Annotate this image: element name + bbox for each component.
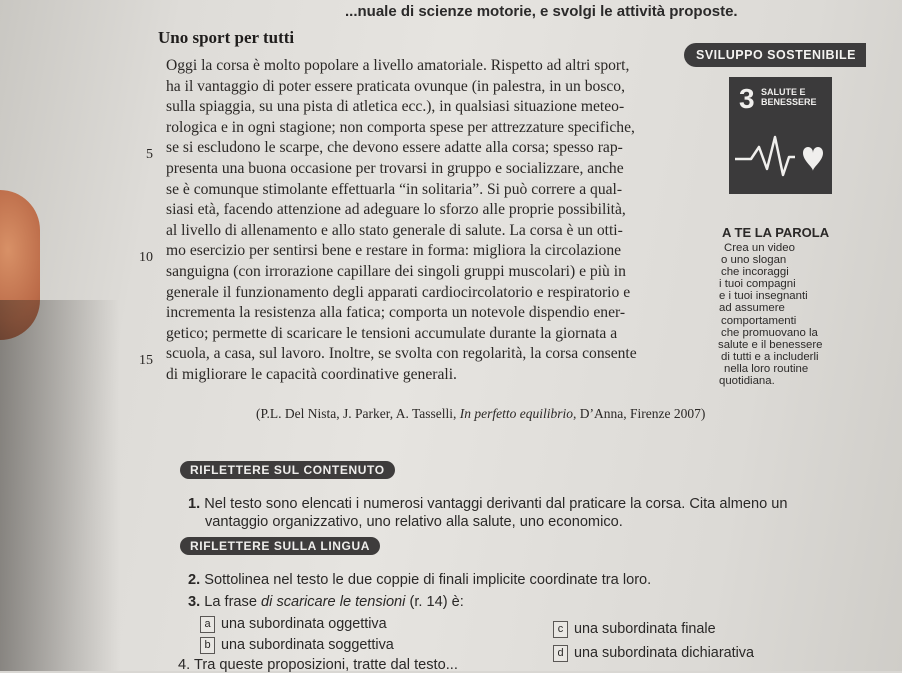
article-line: se si escludono le scarpe, che devono essere adatte alla corsa; spesso rap- [166, 139, 623, 157]
citation-authors: (P.L. Del Nista, J. Parker, A. Tasselli, [256, 406, 460, 421]
sidebar-line: nella loro routine [724, 362, 809, 375]
option-text: una subordinata soggettiva [221, 637, 394, 653]
option-letter: d [553, 645, 568, 662]
article-line: siasi età, facendo attenzione ad adeguare lo sforzo alle proprie possibilità, [166, 201, 626, 219]
line-number: 15 [139, 353, 153, 368]
article-line: se è comunque stimolante effettuarla “in solitaria”. Si può correre a qual- [166, 180, 623, 198]
article-line: al livello di allenamento e allo stato generale di salute. La corsa è un otti- [166, 221, 623, 239]
sdg-banner: SVILUPPO SOSTENIBILE [684, 43, 866, 67]
exercise-number: 3. [188, 594, 201, 610]
article-line: sulla spiaggia, su una pista di atletica ecc.), in qualsiasi situazione meteo- [166, 98, 625, 116]
exercise-4-partial: 4. Tra queste proposizioni, tratte dal testo... [178, 657, 458, 673]
sidebar-line: di tutti e a includerli [721, 350, 819, 363]
exercise-1-continued: vantaggio organizzativo, uno relativo alla salute, uno economico. [205, 514, 623, 530]
line-number: 5 [146, 147, 153, 162]
option-letter: a [200, 616, 215, 633]
heartbeat-heart-icon [733, 127, 828, 187]
section-heading-content: RIFLETTERE SUL CONTENUTO [180, 461, 395, 479]
option-b[interactable] [200, 637, 394, 654]
sdg-goal-label-line: BENESSERE [761, 97, 817, 107]
exercise-text: Nel testo sono elencati i numerosi vantaggi derivanti dal praticare la corsa. Cita almeno un [204, 496, 788, 512]
sdg-goal-number: 3 [739, 83, 755, 114]
article-line: scuola, a casa, sul lavoro. Inoltre, se svolta con regolarità, la corsa consente [166, 345, 637, 363]
article-line: sanguigna (con irrorazione capillare dei singoli gruppi muscolari) e più in [166, 262, 626, 280]
sidebar-text [718, 242, 848, 387]
sidebar-line: Crea un video [724, 242, 795, 254]
section-heading-language: RIFLETTERE SULLA LINGUA [180, 537, 380, 555]
line-number: 10 [139, 250, 153, 265]
article-line: presenta una buona occasione per trovarsi in gruppo e socializzare, anche [166, 159, 624, 177]
citation-book-title: In perfetto equilibrio [459, 406, 573, 421]
article-line: di migliorare le capacità coordinative generali. [166, 365, 457, 383]
exercise-2 [188, 572, 651, 588]
article-line: Oggi la corsa è molto popolare a livello amatoriale. Rispetto ad altri sport, [166, 57, 630, 74]
exercise-1 [188, 496, 788, 512]
article-line: mo esercizio per sentirsi bene e restare in forma: migliora la circolazione [166, 242, 622, 260]
option-d[interactable] [553, 645, 754, 662]
exercise-number: 1. [188, 496, 201, 512]
exercise-number: 2. [188, 572, 201, 588]
sidebar-line: o uno slogan [721, 254, 787, 267]
exercise-text: La frase [204, 594, 262, 610]
option-letter: c [553, 621, 568, 638]
sidebar-line: che promuovano la [721, 326, 818, 339]
exercise-3 [188, 594, 464, 610]
sidebar-line: quotidiana. [719, 375, 775, 388]
article-line: ha il vantaggio di poter essere praticata ovunque (in palestra, in un bosco, [166, 77, 626, 95]
exercise-quoted-phrase: di scaricare le tensioni [261, 594, 406, 610]
sdg-goal-badge [729, 77, 832, 194]
exercise-text: Sottolinea nel testo le due coppie di finali implicite coordinate tra loro. [204, 572, 652, 588]
sdg-goal-label [761, 87, 817, 107]
page-shadow [0, 300, 120, 671]
citation-publisher: , D’Anna, Firenze 2007) [572, 406, 706, 421]
article-title: Uno sport per tutti [158, 28, 295, 47]
exercise-text: (r. 14) è: [405, 594, 464, 610]
article-line: rologica e in ogni stagione; non comporta spese per attrezzature specifiche, [166, 118, 635, 136]
sidebar-title: A TE LA PAROLA [722, 225, 830, 240]
option-text: una subordinata oggettiva [221, 616, 387, 632]
sidebar-line: ad assumere [719, 302, 785, 315]
citation [256, 406, 705, 422]
sidebar-line: comportamenti [721, 314, 797, 327]
article-line: incrementa la resistenza alla fatica; comporta un notevole dispendio ener- [166, 304, 626, 322]
article-line: getico; permette di scaricare le tensioni accumulate durante la giornata a [166, 324, 618, 342]
page-instruction: ...nuale di scienze motorie, e svolgi le attività proposte. [345, 3, 738, 20]
option-letter: b [200, 637, 215, 654]
sidebar-line: e i tuoi insegnanti [719, 290, 808, 303]
option-a[interactable] [200, 616, 387, 633]
option-text: una subordinata dichiarativa [574, 645, 755, 661]
option-text: una subordinata finale [574, 621, 716, 637]
sidebar-line: che incoraggi [721, 266, 789, 279]
article-body [166, 56, 711, 386]
sidebar-line: i tuoi compagni [719, 278, 796, 291]
sidebar-line: salute e il benessere [718, 338, 823, 351]
sdg-goal-label-line: SALUTE E [761, 87, 806, 97]
option-c[interactable] [553, 621, 716, 638]
article-line: generale il funzionamento degli apparati cardiocircolatorio e respiratorio e [166, 283, 631, 301]
